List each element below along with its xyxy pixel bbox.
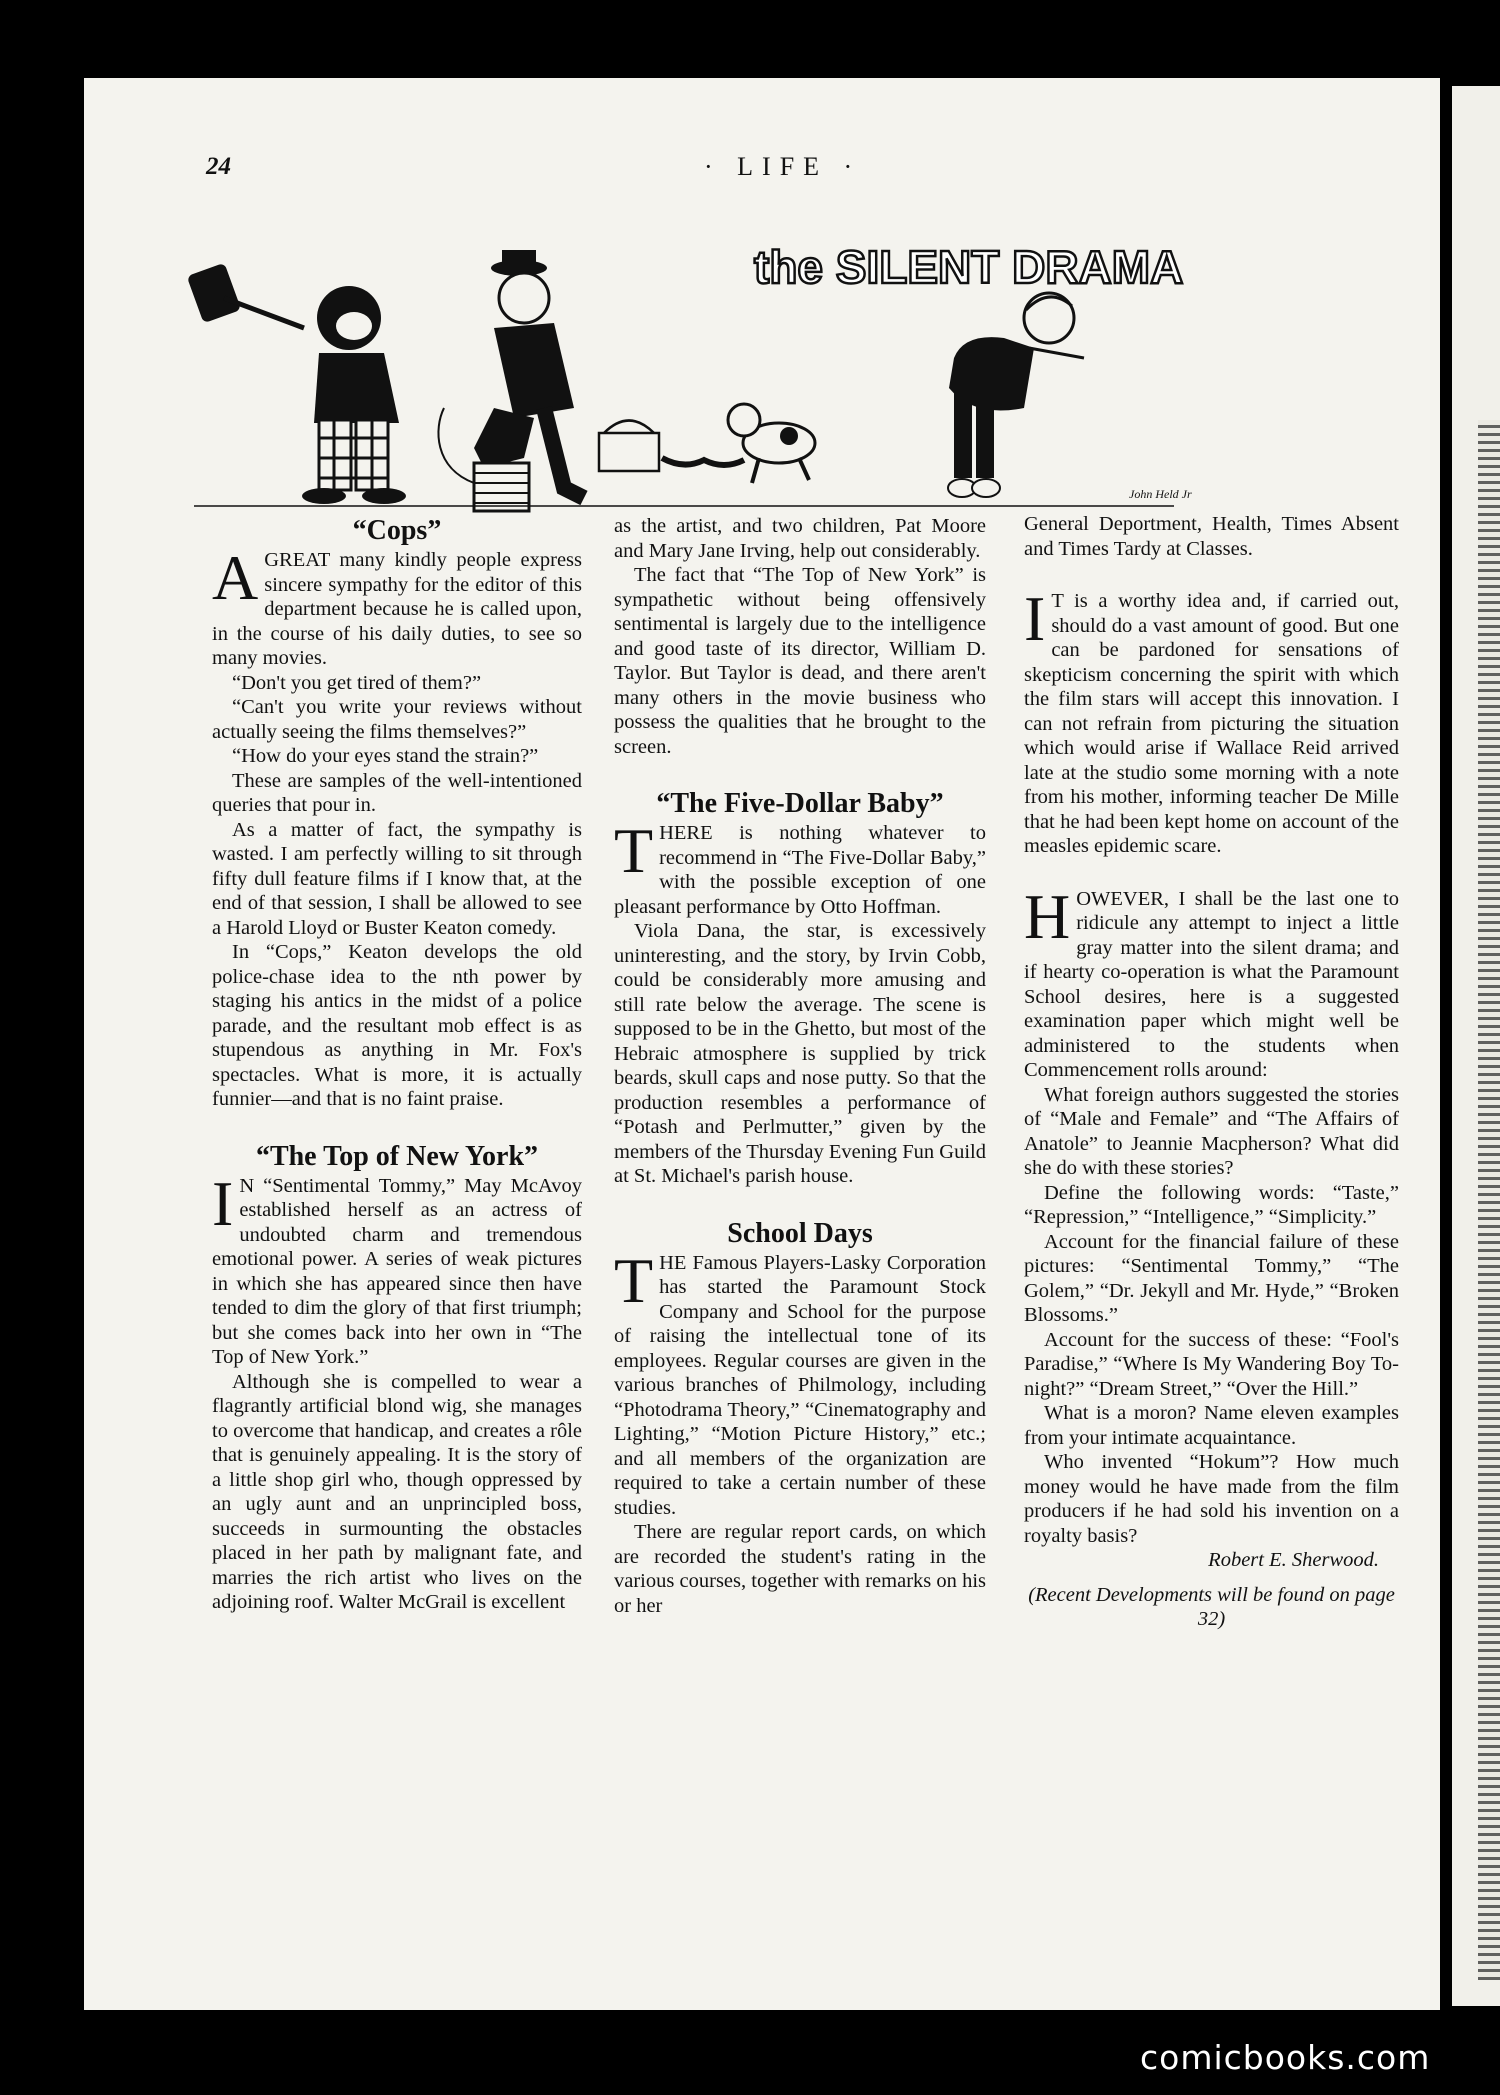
column-2 [614,514,986,1618]
paragraph: HOWEVER, I shall be the last one to ridicule any attempt to inject a little gray matter into the silent drama; and if hearty co-operation is what the Paramount School desires, here is a suggested examination paper which might well be administered to the students when Commencement rolls around: [1024,880,1399,1081]
paragraph: I T is a worthy idea and, if carried out, should do a vast amount of good. But one can be pardoned for sensations of skepticism concerning the spirit with which the film stars will accept this innovation. I can not refrain from picturing the situation which would arise if Wallace Reid arrived late at the studio some morning with a note from his mother, informing teacher De Mille that he had been kept home on account of the measles epidemic scare. [1024,583,1399,857]
heading-school-days: School Days [727,1217,873,1249]
adjacent-page-border [1478,420,1500,1980]
paragraph: Viola Dana, the star, is excessively uninteresting, and the story, by Irvin Cobb, could be considerably more amusing and still rate below the average. The scene is supposed to be in the Ghetto, but most of the Hebraic atmosphere is supplied by trick beards, skull caps and nose putty. So that the production resembles a performance of “Potash and Perlmutter,” given by the members of the Thursday Evening Fun Guild at St. Michael's parish house. [614,920,986,1187]
paragraph: Although she is compelled to wear a flagrantly artificial blond wig, she manages to overcome that handicap, and creates a rôle that is genuinely appealing. It is the story of a little shop girl who, though oppressed by an ugly aunt and an unprincipled boss, succeeds in surmounting the obstacles placed in her path by malignant fate, and marries the rich artist who lives on the adjoining roof. Walter McGrail is excellent [212,1370,582,1613]
header-illustration [184,208,1192,508]
paragraph: In “Cops,” Keaton develops the old police-chase idea to the nth power by staging his antics in the midst of a police parade, and the resultant mob effect is as stupendous as anything in Mr. Fox's spectacles. What is more, it is actually funnier—and that is no faint praise. [212,941,582,1110]
paragraph: I N “Sentimental Tommy,” May McAvoy established herself as an actress of undoubted charm and tremendous emotional power. A series of weak pictures in which she has appeared since then have tended to dim the glory of that first triumph; but she comes back into her own in “The Top of New York.” [212,1167,582,1368]
paragraph: as the artist, and two children, Pat Moore and Mary Jane Irving, help out considerably. [614,515,986,562]
magazine-page [84,78,1440,2010]
heading-top-of-new-york: “The Top of New York” [255,1140,539,1172]
paragraph: These are samples of the well-intentioned queries that pour in. [212,769,582,816]
drop-cap: T [614,815,654,886]
mallet-man-figure [187,263,406,504]
paragraph: The fact that “The Top of New York” is sympathetic without being offensively sentimental is largely due to the intelligence and good taste of its director, William D. Taylor. But Taylor is dead, and there aren't many others in the movie business who possess the qualities that he brought to the screen. [614,564,986,758]
drop-cap: I [1024,583,1046,654]
drop-cap: A [212,542,259,613]
paragraph: “How do your eyes stand the strain?” [232,745,539,767]
paragraph: THERE is nothing whatever to recommend in “The Five-Dollar Baby,” with the possible exception of one pleasant performance by Otto Hoffman. [614,815,986,918]
title-art: the SILENT DRAMA [754,241,1184,293]
paragraph: Who invented “Hokum”? How much money would he have made from the film producers if he had sold his invention on a royalty basis? [1024,1451,1399,1547]
heading-cops: “Cops” [352,515,442,546]
paragraph: There are regular report cards, on which are recorded the student's rating in the various courses, together with remarks on his or her [614,1521,986,1617]
author-signature: Robert E. Sherwood. [1208,1549,1379,1571]
continuation-note: (Recent Developments will be found on page 32) [1028,1583,1395,1630]
heading-five-dollar-baby: “The Five-Dollar Baby” [656,788,944,819]
drop-cap: T [614,1244,654,1316]
bathing-woman-figure [948,293,1084,497]
paragraph: AGREAT many kindly people express sincere sympathy for the editor of this department because he is called upon, in the course of his daily duties, to see so many movies. [212,542,582,669]
page-number: 24 [206,153,231,180]
seated-man-figure [438,250,584,511]
column-3 [1024,512,1399,1632]
paragraph: Account for the financial failure of these pictures: “Sentimental Tommy,” “The Golem,” “Dr. Jekyll and Mr. Hyde,” “Broken Blossoms.” [1024,1230,1399,1326]
paragraph: “Don't you get tired of them?” [232,671,482,694]
paragraph: As a matter of fact, the sympathy is wasted. I am perfectly willing to sit through fifty dull feature films if I know that, at the end of that session, I shall be allowed to see a Harold Lloyd or Buster Keaton comedy. [212,818,582,939]
magazine-title: · LIFE · [704,152,862,181]
basket-and-dog [599,404,815,483]
watermark: comicbooks.com [1140,2038,1431,2077]
drop-cap: I [212,1167,234,1239]
paragraph: General Deportment, Health, Times Absent and Times Tardy at Classes. [1024,513,1399,560]
paragraph: What is a moron? Name eleven examples from your intimate acquaintance. [1024,1402,1399,1449]
drop-cap: H [1024,880,1071,952]
paragraph: “Can't you write your reviews without actually seeing the films themselves?” [212,696,582,743]
paragraph: What foreign authors suggested the stories of “Male and Female” and “The Affairs of Anatole” to Jeannie Macpherson? What did she do with these stories? [1024,1083,1399,1179]
paragraph: Account for the success of these: “Fool's Paradise,” “Where Is My Wandering Boy To-night?” “Dream Street,” “Over the Hill.” [1024,1328,1399,1400]
paragraph: THE Famous Players-Lasky Corporation has started the Paramount Stock Company and School for the purpose of raising the intellectual tone of its employees. Regular courses are given in the various branches of Philmology, including “Photodrama Theory,” “Cinematography and Lighting,” “Motion Picture History,” etc.; and all members of the organization are required to take a certain number of these studies. [614,1244,986,1519]
paragraph: Define the following words: “Taste,” “Repression,” “Intelligence,” “Simplicity.” [1024,1181,1399,1228]
artist-signature: John Held Jr [1129,487,1192,501]
column-1 [212,514,582,1615]
